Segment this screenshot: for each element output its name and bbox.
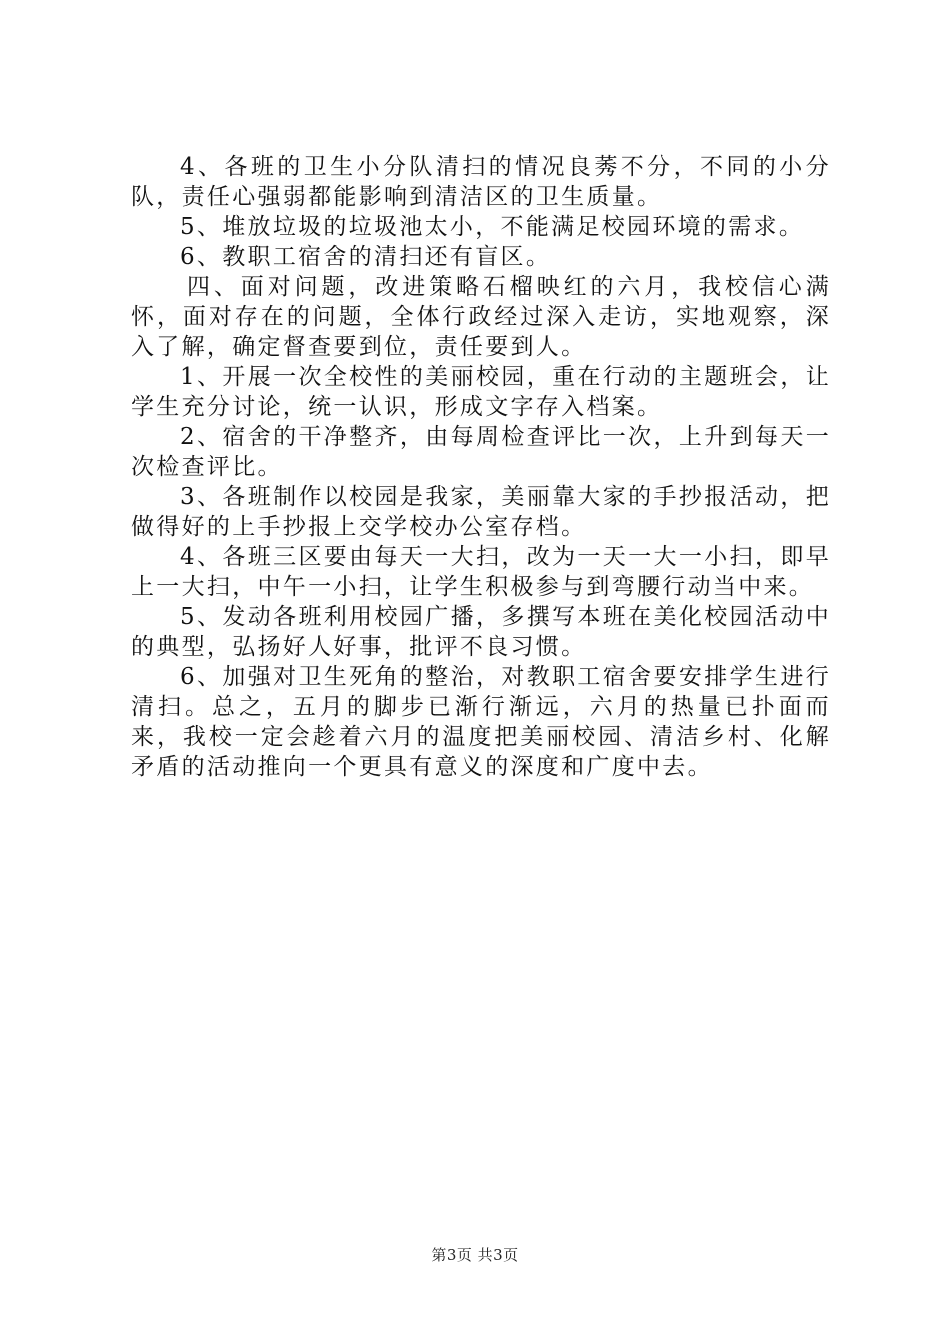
paragraph-1: 4、各班的卫生小分队清扫的情况良莠不分，不同的小分队，责任心强弱都能影响到清洁区的卫生质量。	[131, 154, 831, 210]
paragraph-5: 1、开展一次全校性的美丽校园，重在行动的主题班会，让学生充分讨论，统一认识，形成文字存入档案。	[131, 364, 831, 420]
paragraph-8: 4、各班三区要由每天一大扫，改为一天一大一小扫，即早上一大扫，中午一小扫，让学生积极参与到弯腰行动当中来。	[131, 544, 831, 600]
paragraph-6: 2、宿舍的干净整齐，由每周检查评比一次，上升到每天一次检查评比。	[131, 424, 831, 480]
page-number-footer: 第3页 共3页	[431, 1246, 519, 1264]
document-body	[131, 152, 831, 782]
paragraph-10: 6、加强对卫生死角的整治，对教职工宿舍要安排学生进行清扫。总之，五月的脚步已渐行渐远，六月的热量已扑面而来，我校一定会趁着六月的温度把美丽校园、清洁乡村、化解矛盾的活动推向一个更具有意义的深度和广度中去。	[131, 664, 831, 780]
section-heading-paragraph: 四、面对问题，改进策略石榴映红的六月，我校信心满怀，面对存在的问题，全体行政经过深入走访，实地观察，深入了解，确定督查要到位，责任要到人。	[131, 274, 831, 360]
paragraph-9: 5、发动各班利用校园广播，多撰写本班在美化校园活动中的典型，弘扬好人好事，批评不良习惯。	[131, 604, 831, 660]
paragraph-7: 3、各班制作以校园是我家，美丽靠大家的手抄报活动，把做得好的上手抄报上交学校办公室存档。	[131, 484, 831, 540]
paragraph-2: 5、堆放垃圾的垃圾池太小，不能满足校园环境的需求。	[180, 214, 805, 240]
paragraph-3: 6、教职工宿舍的清扫还有盲区。	[180, 244, 552, 270]
